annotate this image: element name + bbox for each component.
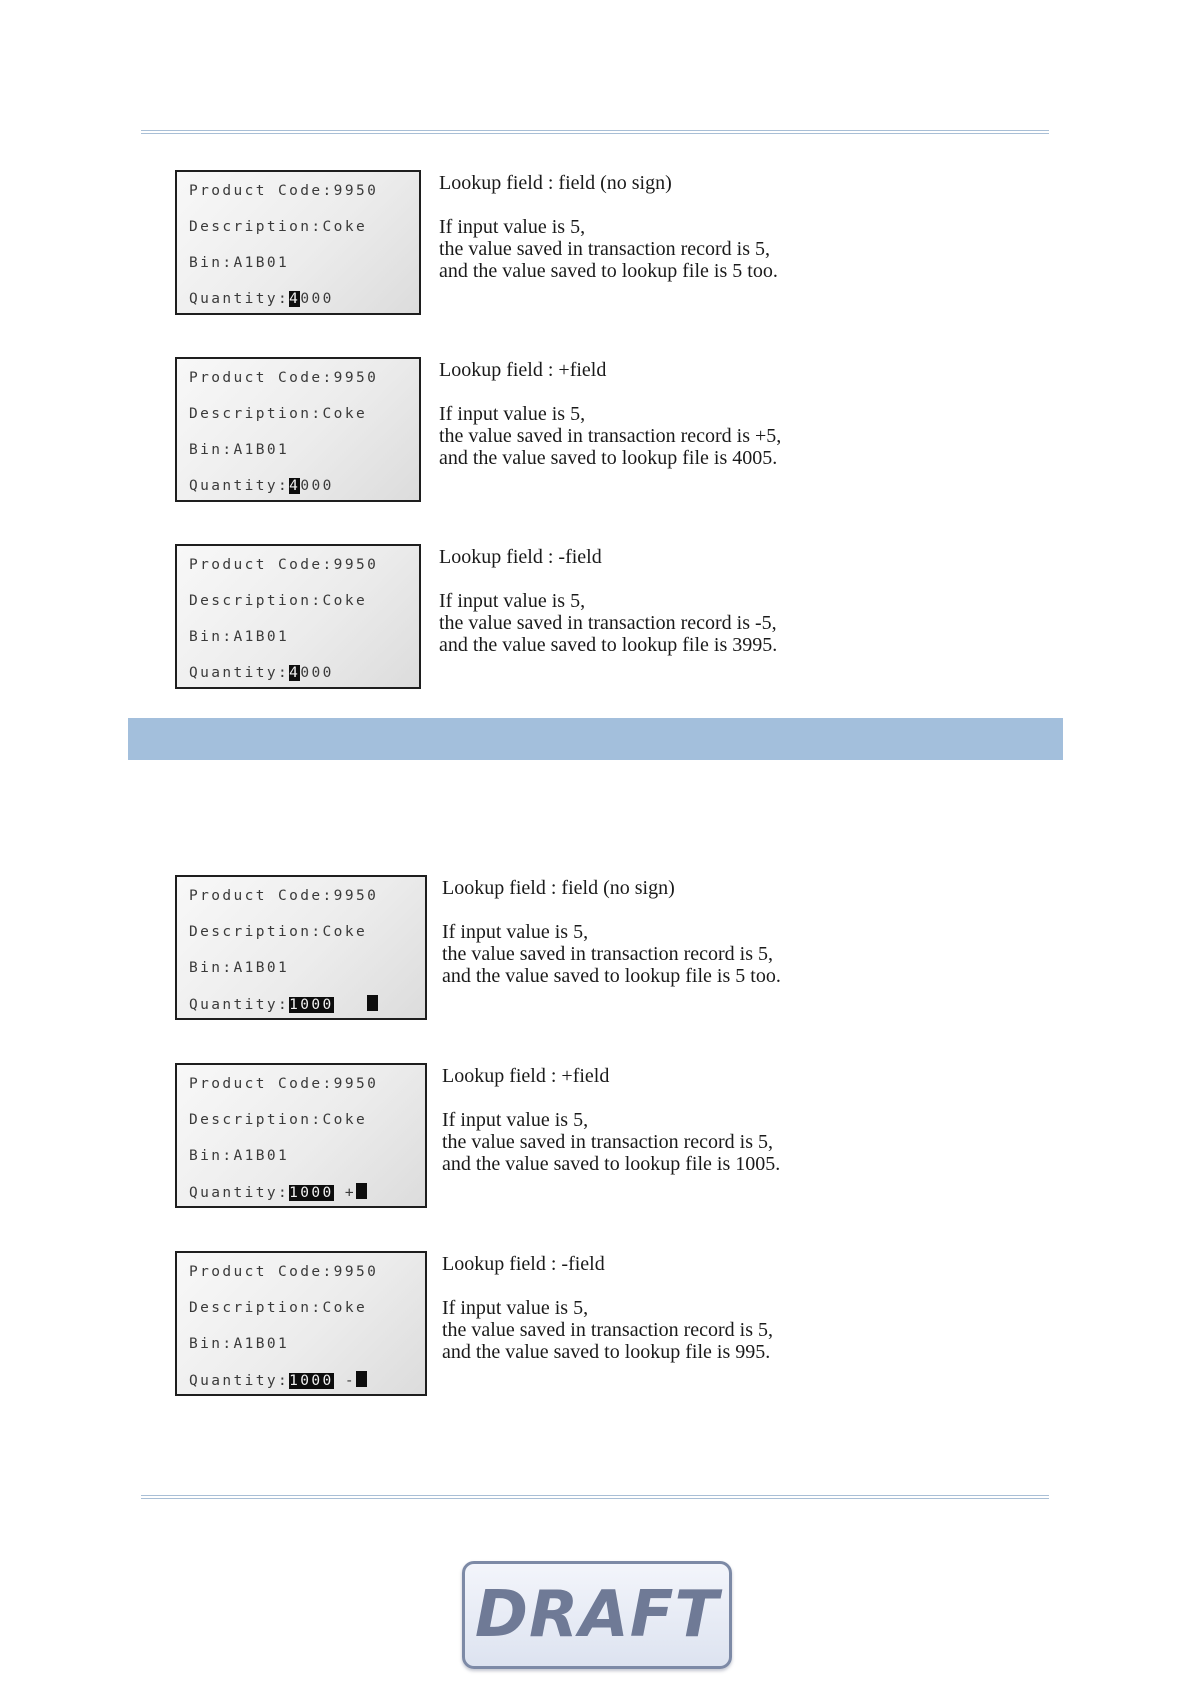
screen-line-product-code: Product Code:9950: [189, 183, 379, 199]
quantity-rest: 000: [300, 291, 334, 307]
screen-line-description: Description:Coke: [189, 219, 368, 235]
screen-line-bin: Bin:A1B01: [189, 629, 290, 645]
example-description: [442, 1253, 862, 1363]
example-line: the value saved in transaction record is -5,: [439, 612, 777, 634]
example-title: Lookup field : field (no sign): [442, 877, 675, 899]
terminal-screen: [175, 357, 421, 502]
example-description: [439, 172, 859, 282]
quantity-value-highlight: 1000: [289, 1185, 334, 1201]
screen-line-description: Description:Coke: [189, 1300, 368, 1316]
screen-line-bin: Bin:A1B01: [189, 255, 290, 271]
example-line: and the value saved to lookup file is 5 too.: [439, 260, 778, 282]
sign-cursor: [356, 1371, 367, 1387]
sign-cursor: [356, 1183, 367, 1199]
screen-line-quantity: [189, 1183, 367, 1202]
terminal-screen: [175, 170, 421, 315]
screen-line-quantity: [189, 290, 334, 308]
example-line: and the value saved to lookup file is 995.: [442, 1341, 771, 1363]
example-line: and the value saved to lookup file is 3995.: [439, 634, 778, 656]
screen-line-quantity: [189, 664, 334, 682]
sign-cursor: [367, 995, 378, 1011]
example-line: the value saved in transaction record is +5,: [439, 425, 782, 447]
screen-line-product-code: Product Code:9950: [189, 1264, 379, 1280]
screen-line-product-code: Product Code:9950: [189, 370, 379, 386]
quantity-value-highlight: 1000: [289, 997, 334, 1013]
quantity-label: Quantity:: [189, 1185, 290, 1201]
screen-line-product-code: Product Code:9950: [189, 557, 379, 573]
example-title: Lookup field : field (no sign): [439, 172, 672, 194]
quantity-rest: 000: [300, 665, 334, 681]
example-line: the value saved in transaction record is 5,: [442, 943, 773, 965]
example-line: and the value saved to lookup file is 5 too.: [442, 965, 781, 987]
quantity-label: Quantity:: [189, 291, 290, 307]
example-description: [439, 359, 859, 469]
example-title: Lookup field : -field: [442, 1253, 605, 1275]
screen-line-description: Description:Coke: [189, 406, 368, 422]
example-line: If input value is 5,: [439, 590, 586, 612]
example-title: Lookup field : -field: [439, 546, 602, 568]
screen-line-quantity: [189, 477, 334, 495]
example-description: [439, 546, 859, 656]
example-line: the value saved in transaction record is 5,: [442, 1131, 773, 1153]
quantity-rest: 000: [300, 478, 334, 494]
quantity-label: Quantity:: [189, 997, 290, 1013]
screen-line-description: Description:Coke: [189, 593, 368, 609]
example-line: and the value saved to lookup file is 1005.: [442, 1153, 781, 1175]
example-line: If input value is 5,: [439, 403, 586, 425]
draft-watermark-text: DRAFT: [474, 1578, 720, 1652]
quantity-value-highlight: 1000: [289, 1373, 334, 1389]
sign-indicator: +: [333, 1185, 356, 1201]
screen-line-quantity: [189, 1371, 367, 1390]
terminal-screen: [175, 544, 421, 689]
example-description: [442, 1065, 862, 1175]
screen-line-product-code: Product Code:9950: [189, 1076, 379, 1092]
example-line: If input value is 5,: [442, 1297, 589, 1319]
screen-line-description: Description:Coke: [189, 1112, 368, 1128]
screen-line-product-code: Product Code:9950: [189, 888, 379, 904]
screen-line-quantity: [189, 995, 378, 1014]
terminal-screen: [175, 875, 427, 1020]
quantity-label: Quantity:: [189, 478, 290, 494]
sign-indicator: -: [333, 1373, 356, 1389]
quantity-cursor-digit: 4: [289, 291, 301, 307]
quantity-label: Quantity:: [189, 1373, 290, 1389]
quantity-cursor-digit: 4: [289, 478, 301, 494]
section-header-band: [128, 718, 1063, 760]
example-title: Lookup field : +field: [442, 1065, 610, 1087]
screen-line-bin: Bin:A1B01: [189, 1148, 290, 1164]
example-line: If input value is 5,: [442, 921, 589, 943]
screen-line-bin: Bin:A1B01: [189, 442, 290, 458]
sign-indicator: [334, 997, 356, 1013]
example-line: If input value is 5,: [439, 216, 586, 238]
screen-line-bin: Bin:A1B01: [189, 960, 290, 976]
example-line: the value saved in transaction record is 5,: [439, 238, 770, 260]
quantity-label: Quantity:: [189, 665, 290, 681]
draft-watermark: [462, 1561, 732, 1669]
screen-line-description: Description:Coke: [189, 924, 368, 940]
terminal-screen: [175, 1063, 427, 1208]
example-title: Lookup field : +field: [439, 359, 607, 381]
screen-line-bin: Bin:A1B01: [189, 1336, 290, 1352]
terminal-screen: [175, 1251, 427, 1396]
example-line: If input value is 5,: [442, 1109, 589, 1131]
example-line: the value saved in transaction record is 5,: [442, 1319, 773, 1341]
example-line: and the value saved to lookup file is 4005.: [439, 447, 778, 469]
quantity-cursor-digit: 4: [289, 665, 301, 681]
example-description: [442, 877, 862, 987]
